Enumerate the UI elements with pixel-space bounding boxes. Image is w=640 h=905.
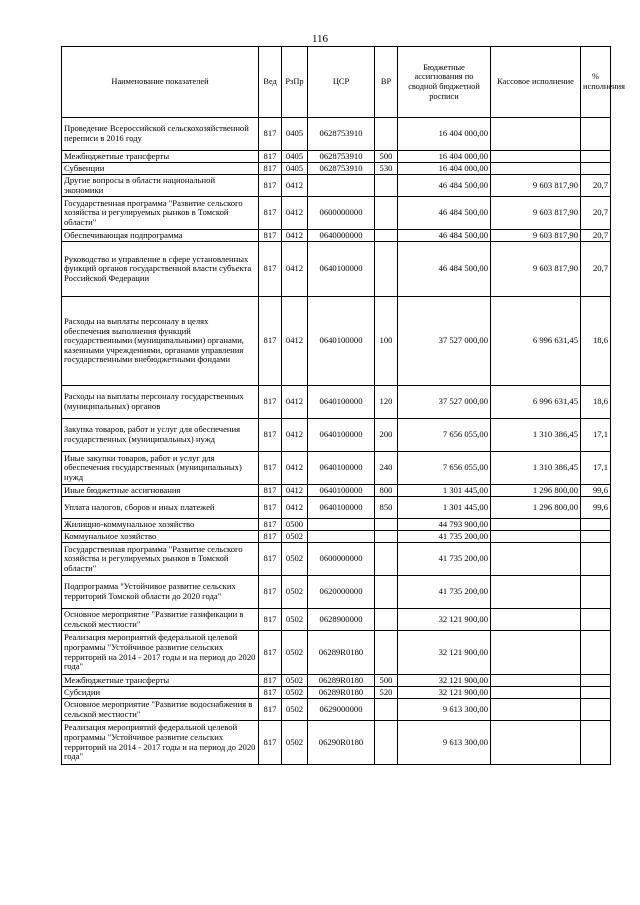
cell-pct: 17,1 [581,452,611,485]
cell-pct [581,699,611,721]
cell-budget: 9 613 300,00 [398,699,491,721]
cell-ved: 817 [259,531,282,543]
cell-rzpr: 0500 [282,519,308,531]
header-budget: Бюджетные ассигнования по сводной бюджетной росписи [398,47,491,118]
cell-rzpr: 0502 [282,721,308,765]
cell-vr: 800 [375,485,398,497]
table-body [62,118,611,765]
cell-csr [308,175,375,197]
cell-vr: 100 [375,297,398,386]
cell-rzpr: 0502 [282,609,308,631]
table-header-row [62,47,611,118]
cell-rzpr: 0412 [282,175,308,197]
cell-ved: 817 [259,675,282,687]
cell-name: Реализация мероприятий федеральной целевой программы "Устойчивое развитие сельских территорий на 2014 - 2017 годы и на период до 2020 года" [62,721,259,765]
cell-budget: 41 735 200,00 [398,576,491,609]
cell-name: Государственная программа "Развитие сельского хозяйства и регулируемых рынков в Томской области" [62,197,259,230]
cell-pct: 17,1 [581,419,611,452]
table-row [62,631,611,675]
table-row [62,519,611,531]
cell-name: Другие вопросы в области национальной экономики [62,175,259,197]
cell-csr: 06289R0180 [308,687,375,699]
cell-rzpr: 0502 [282,531,308,543]
cell-budget: 1 301 445,00 [398,485,491,497]
table-row [62,230,611,242]
cell-vr: 520 [375,687,398,699]
table-row [62,297,611,386]
cell-name: Иные закупки товаров, работ и услуг для обеспечения государственных (муниципальных) нужд [62,452,259,485]
cell-budget: 32 121 900,00 [398,609,491,631]
cell-ved: 817 [259,297,282,386]
cell-ved: 817 [259,721,282,765]
header-csr: ЦСР [308,47,375,118]
cell-csr: 0640100000 [308,497,375,519]
cell-ved: 817 [259,631,282,675]
cell-budget: 7 656 055,00 [398,452,491,485]
cell-vr [375,118,398,151]
cell-rzpr: 0412 [282,386,308,419]
cell-rzpr: 0502 [282,687,308,699]
cell-csr: 0640100000 [308,485,375,497]
cell-budget: 37 527 000,00 [398,386,491,419]
cell-csr [308,531,375,543]
cell-csr: 0640100000 [308,419,375,452]
cell-vr [375,230,398,242]
cell-ved: 817 [259,609,282,631]
cell-rzpr: 0412 [282,485,308,497]
cell-pct [581,631,611,675]
cell-csr: 0640100000 [308,297,375,386]
header-ved: Вед [259,47,282,118]
cell-name: Основное мероприятие "Развитие водоснабжения в сельской местности" [62,699,259,721]
cell-ved: 817 [259,118,282,151]
cell-cash [491,118,581,151]
cell-name: Межбюджетные трансферты [62,675,259,687]
cell-cash: 1 310 386,45 [491,452,581,485]
table-row [62,576,611,609]
cell-ved: 817 [259,543,282,576]
cell-ved: 817 [259,485,282,497]
cell-budget: 46 484 500,00 [398,242,491,297]
cell-vr [375,519,398,531]
cell-ved: 817 [259,452,282,485]
cell-name: Государственная программа "Развитие сельского хозяйства и регулируемых рынков в Томской области" [62,543,259,576]
cell-rzpr: 0412 [282,419,308,452]
header-name: Наименование показателей [62,47,259,118]
cell-csr: 0600000000 [308,543,375,576]
cell-name: Межбюджетные трансферты [62,151,259,163]
cell-cash: 6 996 631,45 [491,386,581,419]
cell-pct [581,675,611,687]
cell-csr: 0600000000 [308,197,375,230]
table-row [62,452,611,485]
table-row [62,609,611,631]
cell-budget: 9 613 300,00 [398,721,491,765]
cell-ved: 817 [259,386,282,419]
cell-budget: 16 404 000,00 [398,118,491,151]
cell-name: Руководство и управление в сфере установленных функций органов государственной власти субъекта Российской Федерации [62,242,259,297]
cell-name: Основное мероприятие "Развитие газификации в сельской местности" [62,609,259,631]
cell-pct [581,531,611,543]
table-row [62,543,611,576]
cell-cash: 6 996 631,45 [491,297,581,386]
cell-cash [491,721,581,765]
cell-name: Субсидии [62,687,259,699]
cell-rzpr: 0412 [282,242,308,297]
cell-cash: 9 603 817,90 [491,197,581,230]
table-row [62,531,611,543]
cell-pct: 99,6 [581,485,611,497]
cell-rzpr: 0412 [282,197,308,230]
cell-cash [491,675,581,687]
cell-vr [375,576,398,609]
table-row [62,175,611,197]
header-pct: % исполнения [581,47,611,118]
cell-cash [491,519,581,531]
cell-rzpr: 0502 [282,675,308,687]
cell-rzpr: 0502 [282,576,308,609]
cell-budget: 16 404 000,00 [398,151,491,163]
cell-budget: 32 121 900,00 [398,631,491,675]
cell-csr: 0628753910 [308,163,375,175]
cell-csr: 06290R0180 [308,721,375,765]
cell-cash: 1 296 800,00 [491,497,581,519]
cell-budget: 1 301 445,00 [398,497,491,519]
table-row [62,699,611,721]
cell-rzpr: 0412 [282,452,308,485]
cell-cash: 9 603 817,90 [491,242,581,297]
cell-pct [581,543,611,576]
cell-rzpr: 0502 [282,699,308,721]
cell-budget: 32 121 900,00 [398,687,491,699]
cell-ved: 817 [259,576,282,609]
cell-vr [375,175,398,197]
cell-cash [491,699,581,721]
cell-pct: 20,7 [581,197,611,230]
cell-rzpr: 0405 [282,151,308,163]
cell-name: Подпрограмма "Устойчивое развитие сельских территорий Томской области до 2020 года" [62,576,259,609]
cell-vr [375,631,398,675]
table-row [62,118,611,151]
cell-csr: 06289R0180 [308,631,375,675]
cell-cash [491,576,581,609]
cell-budget: 32 121 900,00 [398,675,491,687]
cell-vr [375,242,398,297]
table-row [62,386,611,419]
cell-vr: 200 [375,419,398,452]
header-vr: ВР [375,47,398,118]
cell-rzpr: 0502 [282,543,308,576]
table-row [62,197,611,230]
cell-pct: 20,7 [581,242,611,297]
cell-cash [491,687,581,699]
cell-csr: 0628753910 [308,118,375,151]
cell-cash [491,609,581,631]
cell-pct: 99,6 [581,497,611,519]
cell-vr: 240 [375,452,398,485]
cell-csr: 0628900000 [308,609,375,631]
cell-csr: 0629000000 [308,699,375,721]
header-rzpr: РзПр [282,47,308,118]
cell-budget: 41 735 200,00 [398,531,491,543]
cell-vr [375,721,398,765]
table-row [62,419,611,452]
cell-csr: 0640000000 [308,230,375,242]
cell-pct [581,163,611,175]
cell-name: Обеспечивающая подпрограмма [62,230,259,242]
cell-csr: 0640100000 [308,386,375,419]
cell-budget: 7 656 055,00 [398,419,491,452]
budget-table [61,46,625,765]
cell-ved: 817 [259,197,282,230]
cell-name: Расходы на выплаты персоналу в целях обеспечения выполнения функций государственными (муниципальными) органами, казенными учреждениями, органами управления государственными внебюджетными фондами [62,297,259,386]
cell-budget: 16 404 000,00 [398,163,491,175]
cell-csr: 0620000000 [308,576,375,609]
cell-pct [581,687,611,699]
cell-csr: 0640100000 [308,242,375,297]
cell-cash: 1 296 800,00 [491,485,581,497]
cell-name: Жилищно-коммунальное хозяйство [62,519,259,531]
cell-ved: 817 [259,497,282,519]
cell-cash: 9 603 817,90 [491,230,581,242]
cell-csr: 0640100000 [308,452,375,485]
cell-cash [491,531,581,543]
cell-name: Проведение Всероссийской сельскохозяйственной переписи в 2016 году [62,118,259,151]
cell-cash [491,543,581,576]
cell-ved: 817 [259,151,282,163]
cell-rzpr: 0502 [282,631,308,675]
cell-csr [308,519,375,531]
cell-cash [491,163,581,175]
cell-name: Уплата налогов, сборов и иных платежей [62,497,259,519]
table-row [62,163,611,175]
cell-csr: 06289R0180 [308,675,375,687]
cell-pct: 18,6 [581,386,611,419]
cell-pct: 18,6 [581,297,611,386]
cell-rzpr: 0412 [282,497,308,519]
cell-pct: 20,7 [581,175,611,197]
cell-budget: 46 484 500,00 [398,197,491,230]
cell-pct [581,519,611,531]
cell-name: Расходы на выплаты персоналу государственных (муниципальных) органов [62,386,259,419]
cell-cash: 1 310 386,45 [491,419,581,452]
cell-vr: 530 [375,163,398,175]
cell-name: Коммунальное хозяйство [62,531,259,543]
page-number: 116 [311,33,329,45]
header-cash: Кассовое исполнение [491,47,581,118]
cell-rzpr: 0405 [282,163,308,175]
cell-vr [375,609,398,631]
cell-csr: 0628753910 [308,151,375,163]
cell-vr [375,197,398,230]
cell-pct [581,151,611,163]
table-row [62,687,611,699]
cell-ved: 817 [259,163,282,175]
cell-budget: 41 735 200,00 [398,543,491,576]
cell-rzpr: 0405 [282,118,308,151]
cell-pct [581,118,611,151]
cell-pct [581,721,611,765]
cell-rzpr: 0412 [282,230,308,242]
cell-ved: 817 [259,242,282,297]
table-row [62,485,611,497]
cell-name: Реализация мероприятий федеральной целевой программы "Устойчивое развитие сельских территорий на 2014 - 2017 годы и на период до 2020 года" [62,631,259,675]
cell-name: Закупка товаров, работ и услуг для обеспечения государственных (муниципальных) нужд [62,419,259,452]
cell-name: Субвенции [62,163,259,175]
cell-ved: 817 [259,519,282,531]
cell-pct [581,576,611,609]
cell-vr [375,543,398,576]
cell-ved: 817 [259,419,282,452]
cell-vr: 850 [375,497,398,519]
table-row [62,151,611,163]
cell-ved: 817 [259,687,282,699]
table-row [62,721,611,765]
cell-rzpr: 0412 [282,297,308,386]
cell-budget: 46 484 500,00 [398,175,491,197]
cell-ved: 817 [259,230,282,242]
cell-name: Иные бюджетные ассигнования [62,485,259,497]
cell-budget: 44 793 900,00 [398,519,491,531]
cell-vr: 120 [375,386,398,419]
cell-pct: 20,7 [581,230,611,242]
cell-cash [491,151,581,163]
table-row [62,675,611,687]
cell-ved: 817 [259,175,282,197]
cell-vr [375,531,398,543]
cell-vr: 500 [375,675,398,687]
cell-cash [491,631,581,675]
cell-cash: 9 603 817,90 [491,175,581,197]
cell-pct [581,609,611,631]
table-row [62,497,611,519]
table-row [62,242,611,297]
cell-budget: 37 527 000,00 [398,297,491,386]
cell-ved: 817 [259,699,282,721]
cell-vr: 500 [375,151,398,163]
cell-budget: 46 484 500,00 [398,230,491,242]
cell-vr [375,699,398,721]
